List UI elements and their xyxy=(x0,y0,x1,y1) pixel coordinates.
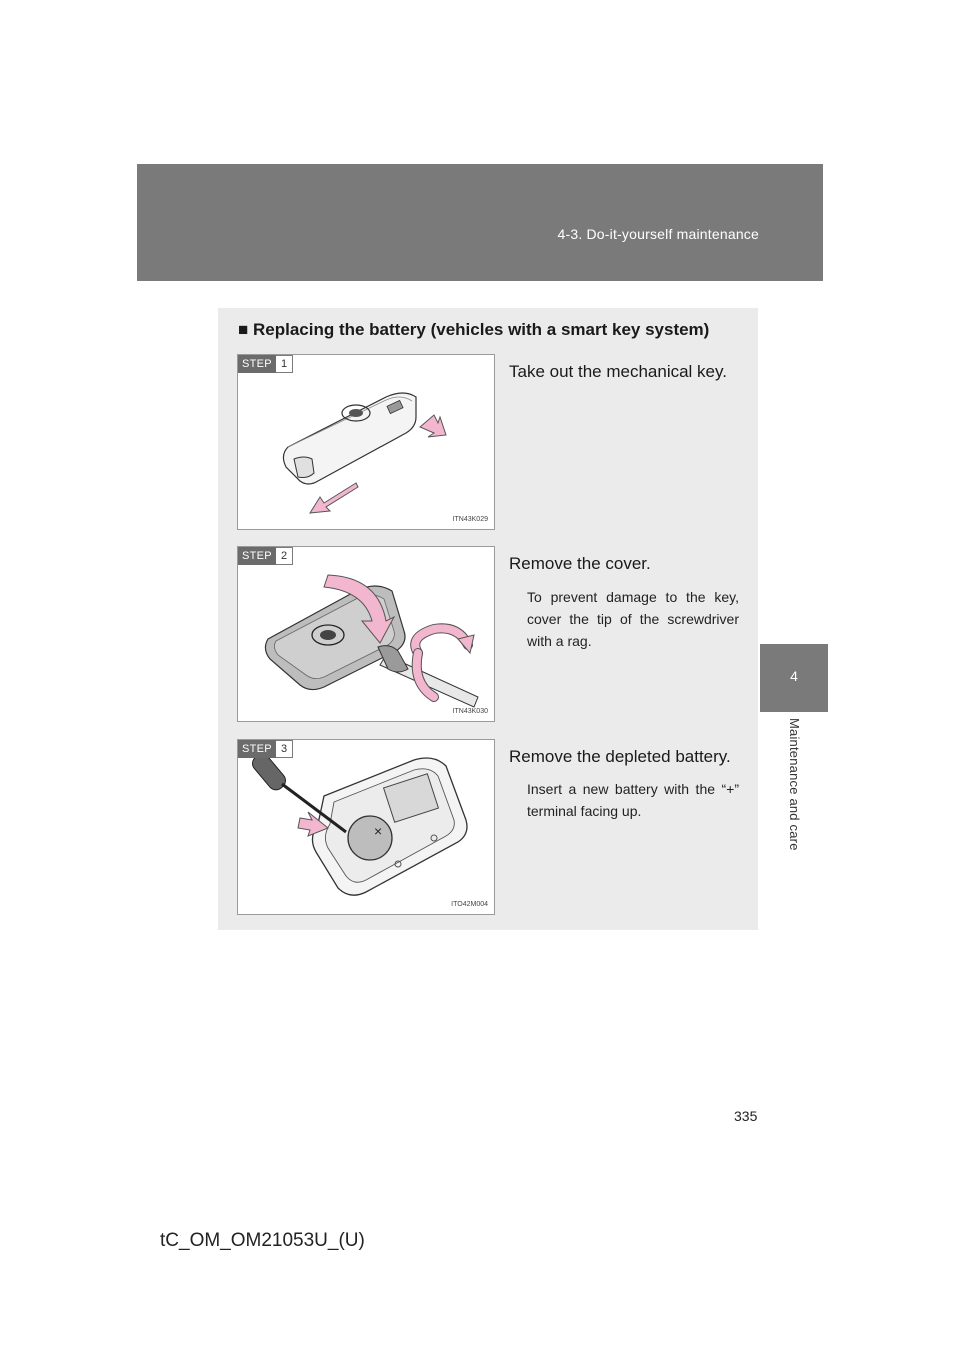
key-fob-mechanical-key-icon xyxy=(238,355,494,529)
step-badge xyxy=(238,355,293,373)
step-number: 3 xyxy=(276,740,293,758)
section-title: ■ Replacing the battery (vehicles with a smart key system) xyxy=(238,320,710,339)
illustration-code: ITO42M004 xyxy=(451,901,488,908)
step-number: 1 xyxy=(276,355,293,373)
chapter-label: Maintenance and care xyxy=(787,718,802,851)
step-number: 2 xyxy=(276,547,293,565)
step-3-note: Insert a new battery with the “+” terminal facing up. xyxy=(527,781,739,819)
document-code: tC_OM_OM21053U_(U) xyxy=(160,1230,365,1251)
svg-text:×: × xyxy=(374,823,383,839)
step-label: STEP xyxy=(238,740,276,758)
step-2-illustration xyxy=(237,546,495,722)
illustration-code: ITN43K030 xyxy=(452,708,488,715)
header-band xyxy=(137,164,823,281)
step-label: STEP xyxy=(238,547,276,565)
step-badge xyxy=(238,740,293,758)
page-number: 335 xyxy=(734,1108,758,1124)
chapter-tab xyxy=(760,644,828,712)
section-header: 4-3. Do-it-yourself maintenance xyxy=(557,226,759,242)
illustration-code: ITN43K029 xyxy=(452,516,488,523)
step-2-instruction: Remove the cover. xyxy=(509,554,651,573)
key-fob-cover-removal-icon xyxy=(238,547,494,721)
battery-removal-icon xyxy=(238,740,494,914)
step-2-note: To prevent damage to the key, cover the tip of the screwdriver with a rag. xyxy=(527,589,739,649)
step-1-illustration xyxy=(237,354,495,530)
chapter-number: 4 xyxy=(790,668,798,684)
step-badge xyxy=(238,547,293,565)
step-label: STEP xyxy=(238,355,276,373)
step-3-illustration xyxy=(237,739,495,915)
step-3-instruction: Remove the depleted battery. xyxy=(509,747,731,766)
step-1-instruction: Take out the mechanical key. xyxy=(509,362,727,381)
